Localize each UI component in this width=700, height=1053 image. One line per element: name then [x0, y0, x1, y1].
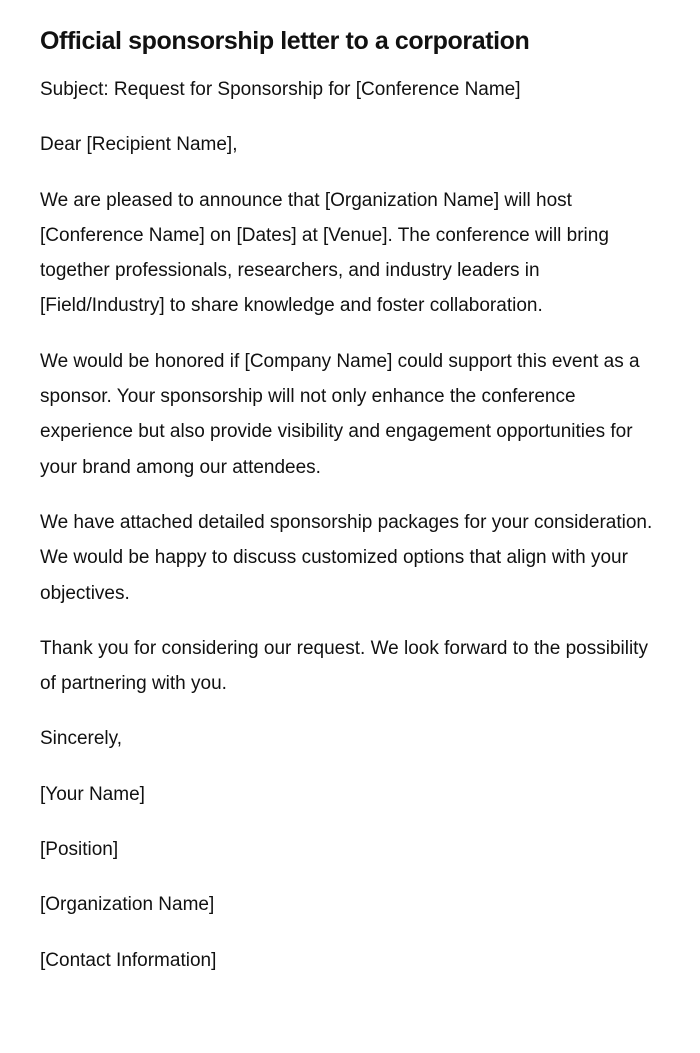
body-paragraph: We would be honored if [Company Name] could support this event as a sponsor. Your sponsorship will not only enhance the conference experience but also provide visibility and engagement opportunities for your brand among our attendees.	[40, 350, 640, 478]
subject-line: Subject: Request for Sponsorship for [Conference Name]	[40, 79, 521, 100]
body-paragraph: We have attached detailed sponsorship packages for your consideration. We would be happy to discuss customized options that align with your objectives.	[40, 511, 653, 604]
signature-organization: [Organization Name]	[40, 894, 215, 916]
signature-position: [Position]	[40, 839, 119, 861]
body-paragraph: Thank you for considering our request. We look forward to the possibility of partnering with you.	[40, 637, 648, 695]
body-paragraph: We are pleased to announce that [Organization Name] will host [Conference Name] on [Dates] at [Venue]. The conference will bring together professionals, researchers, and industry leaders in [Field/Industry] to share knowledge and foster collaboration.	[40, 189, 609, 317]
closing: Sincerely,	[40, 728, 123, 750]
document-title: Official sponsorship letter to a corporation	[40, 27, 530, 55]
signature-name: [Your Name]	[40, 783, 145, 805]
greeting: Dear [Recipient Name],	[40, 134, 238, 156]
signature-contact: [Contact Information]	[40, 949, 217, 971]
